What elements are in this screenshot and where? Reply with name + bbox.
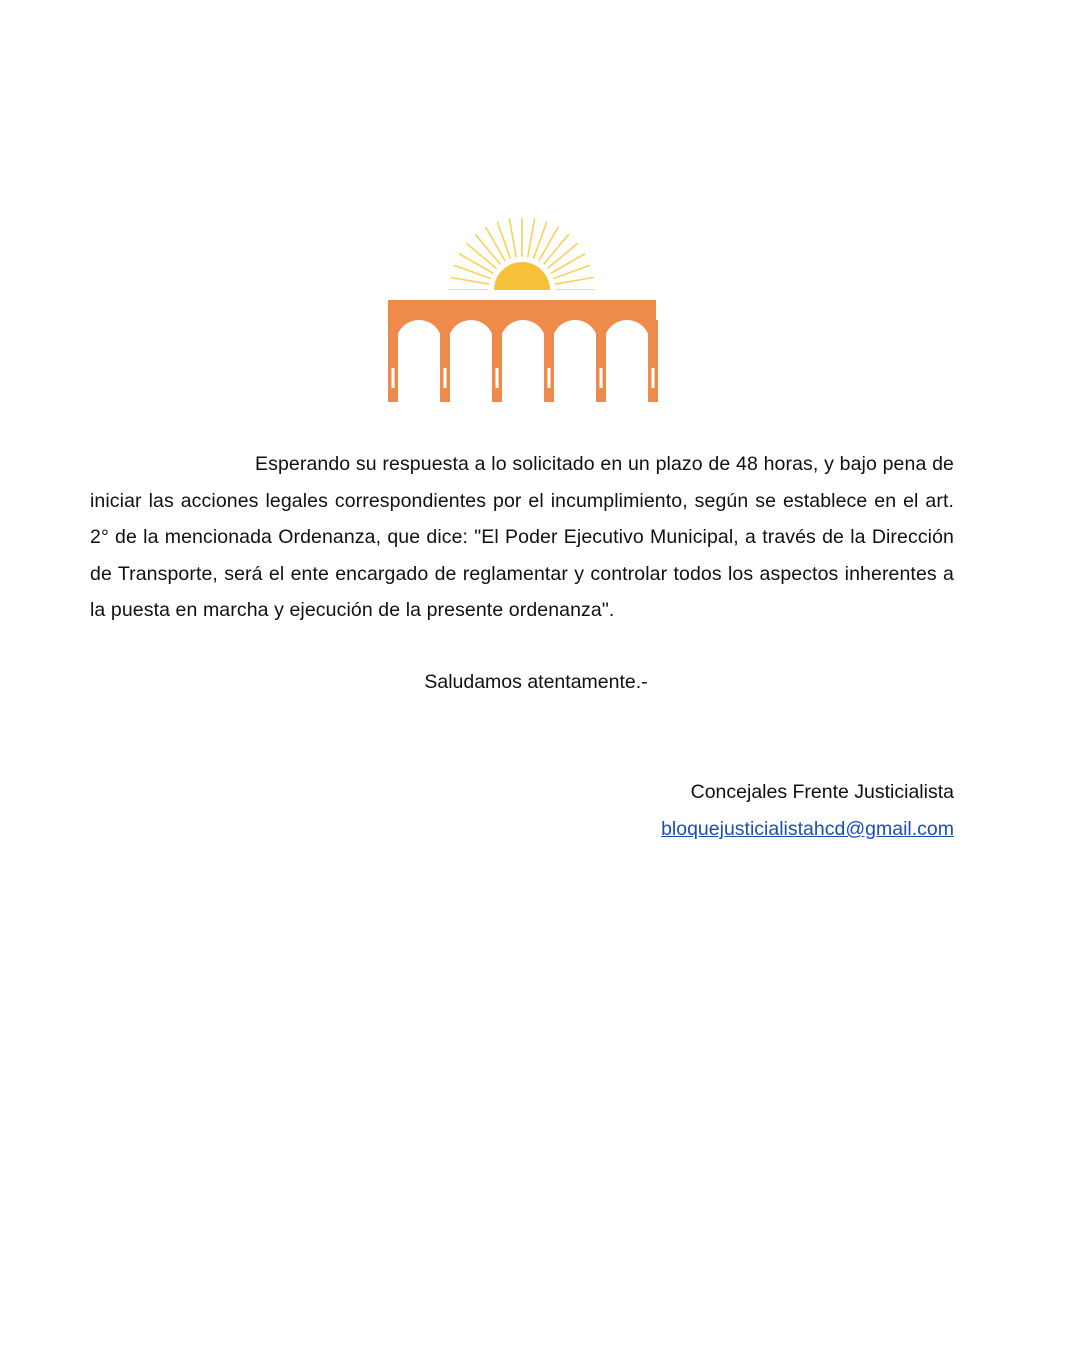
signature-name: Concejales Frente Justicialista <box>690 781 954 803</box>
body-paragraph: Esperando su respuesta a lo solicitado en un plazo de 48 horas, y bajo pena de iniciar las acciones legales correspondientes por el incumplimiento, según se establece en el art. 2° de la mencionada Ordenanza, que dice: "El Poder Ejecutivo Municipal, a través de la Dirección de Transporte, será el ente encargado de reglamentar y controlar todos los aspectos inherentes a la puesta en marcha y ejecución de la presente ordenanza". <box>90 453 954 622</box>
email-link[interactable]: bloquejusticialistahcd@gmail.com <box>661 818 954 840</box>
signature-block <box>661 774 954 848</box>
sun-arches-logo-icon <box>386 212 658 404</box>
closing-salutation: Saludamos atentamente.- <box>424 671 648 693</box>
